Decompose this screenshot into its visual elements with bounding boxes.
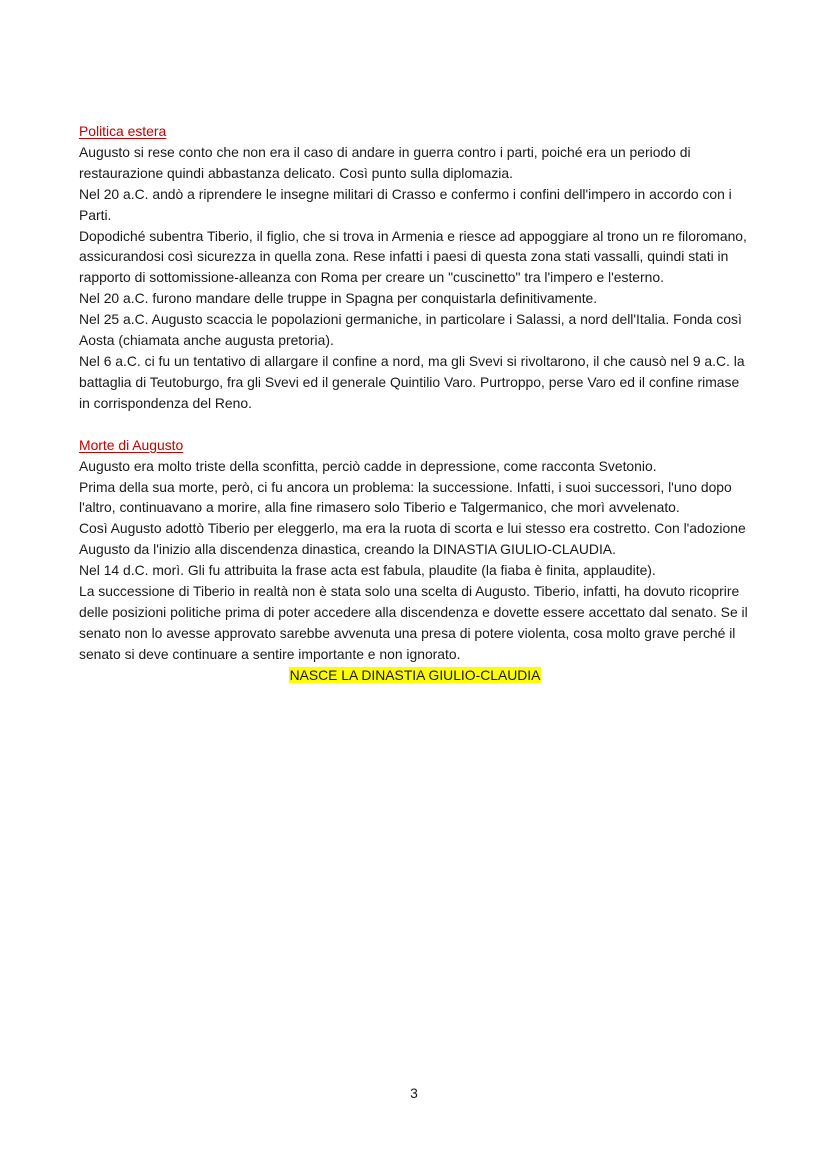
- paragraph: Augusto si rese conto che non era il caso di andare in guerra contro i parti, poiché era un periodo di restaurazione quindi abbastanza delicato. Così punto sulla diplomazia.: [79, 143, 691, 181]
- paragraph: Dopodiché subentra Tiberio, il figlio, che si trova in Armenia e riesce ad appoggiare al trono un re filoromano, assicurandosi così sicurezza in quella zona. Rese infatti i paesi di questa zona stati vassalli, quindi stati in rapporto di sottomissione-alleanza con Roma per creare un "cuscinetto" tra l'impero e l'esterno.: [79, 227, 747, 286]
- highlighted-text: NASCE LA DINASTIA GIULIO-CLAUDIA: [289, 666, 541, 683]
- paragraph: La successione di Tiberio in realtà non è stata solo una scelta di Augusto. Tiberio, infatti, ha dovuto ricoprire delle posizioni politiche prima di poter accedere alla discendenza e dovette essere accettato dal senato. Se il senato non lo avesse approvato sarebbe avvenuta una presa di potere violenta, cosa molto grave perché il senato si deve continuare a sentire importante e non ignorato.: [79, 583, 748, 662]
- section-politica-estera: [79, 121, 751, 414]
- document-page: [79, 121, 751, 686]
- section-heading: Morte di Augusto: [79, 436, 184, 453]
- paragraph: Nel 20 a.C. furono mandare delle truppe in Spagna per conquistarla definitivamente.: [79, 290, 598, 307]
- page-number: 3: [410, 1085, 418, 1101]
- paragraph: Prima della sua morte, però, ci fu ancora un problema: la successione. Infatti, i suoi successori, l'uno dopo l'altro, continuavano a morire, alla fine rimasero solo Tiberio e Talgermanico, che morì avvelenato.: [79, 478, 732, 516]
- paragraph: Nel 6 a.C. ci fu un tentativo di allargare il confine a nord, ma gli Svevi si rivoltarono, il che causò nel 9 a.C. la battaglia di Teutoburgo, fra gli Svevi ed il generale Quintilio Varo. Purtroppo, perse Varo ed il confine rimase in corrispondenza del Reno.: [79, 352, 745, 411]
- section-morte-di-augusto: [79, 435, 751, 686]
- paragraph: Nel 25 a.C. Augusto scaccia le popolazioni germaniche, in particolare i Salassi, a nord dell'Italia. Fonda così Aosta (chiamata anche augusta pretoria).: [79, 311, 742, 349]
- highlighted-conclusion: [79, 665, 751, 686]
- paragraph: Augusto era molto triste della sconfitta, perciò cadde in depressione, come racconta Svetonio.: [79, 457, 657, 474]
- paragraph: Così Augusto adottò Tiberio per eleggerlo, ma era la ruota di scorta e lui stesso era costretto. Con l'adozione Augusto da l'inizio alla discendenza dinastica, creando la DINASTIA GIULIO-CLAUDIA.: [79, 520, 746, 558]
- paragraph: Nel 14 d.C. morì. Gli fu attribuita la frase acta est fabula, plaudite (la fiaba è finita, applaudite).: [79, 562, 656, 579]
- section-heading: Politica estera: [79, 123, 167, 139]
- paragraph: Nel 20 a.C. andò a riprendere le insegne militari di Crasso e confermo i confini dell'impero in accordo con i Parti.: [79, 185, 732, 223]
